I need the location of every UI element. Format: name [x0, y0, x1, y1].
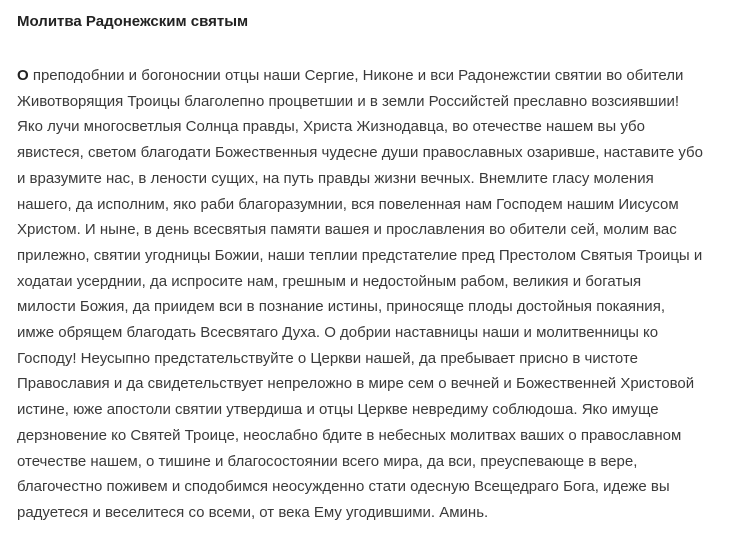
- prayer-line: отечестве нашем, о тишине и благосостоянии всего мира, да вси, преуспевающе в вере,: [17, 452, 638, 470]
- prayer-line: прилежно, святии угодницы Божии, наши теплии предстателие пред Престолом Святыя Троицы и: [17, 246, 703, 264]
- initial-letter: О: [17, 67, 29, 84]
- prayer-line: и вразумите нас, в лености сущих, на путь правды жизни вечных. Внемлите гласу моления: [17, 169, 654, 187]
- prayer-line: Православия и да свидетельствует непреложно в мире сем о вечней и Божественней Христовой: [17, 375, 695, 393]
- prayer-line: Христом. И ныне, в день всесвятыя памяти вашея и прославления во обители сей, молим вас: [17, 221, 677, 239]
- prayer-line: дерзновение ко Святей Троице, неослабно бдите в небесных молитвах ваших о православном: [17, 426, 682, 444]
- prayer-line: [17, 63, 703, 89]
- prayer-line: истине, юже апостоли святии утвердиша и отцы Церкве невредиму соблюдоша. Яко имуще: [17, 401, 659, 419]
- page-title: Молитва Радонежским святым: [17, 13, 249, 30]
- prayer-line: Яко лучи многосветлыя Солнца правды, Христа Жизнодавца, во отечестве нашем вы убо: [17, 118, 645, 136]
- prayer-line: Господу! Неусыпно предстательствуйте о Церкви нашей, да пребывает присно в чистоте: [17, 349, 638, 367]
- prayer-text: [17, 63, 703, 526]
- prayer-line: нашего, да исполним, яко раби благоразумнии, вся повеленная нам Господем нашим Иисусом: [17, 195, 679, 213]
- prayer-line: имже обрящем благодать Всесвятаго Духа. О добрии наставницы наши и молитвенницы ко: [17, 324, 659, 342]
- prayer-line: Животворящия Троицы благолепно процветшии и в земли Российстей преславно возсиявшии!: [17, 92, 679, 110]
- prayer-line: милости Божия, да приидем вси в познание истины, приносяще плоды достойныя покаяния,: [17, 298, 665, 316]
- prayer-line: радуетеся и веселитеся со всеми, от века Ему угодившими. Аминь.: [17, 503, 489, 521]
- prayer-line: благочестно поживем и сподобимся неосужденно стати одесную Всещедраго Бога, идеже вы: [17, 478, 670, 496]
- prayer-line: явистеся, светом благодати Божественныя чудесне души православных озаривше, наставите убо: [17, 144, 703, 162]
- prayer-line: ходатаи усерднии, да испросите нам, грешным и недостойным рабом, великия и богатыя: [17, 272, 642, 290]
- first-line-text: преподобнии и богоноснии отцы наши Сергие, Никоне и вси Радонежстии святии во обители: [28, 67, 684, 84]
